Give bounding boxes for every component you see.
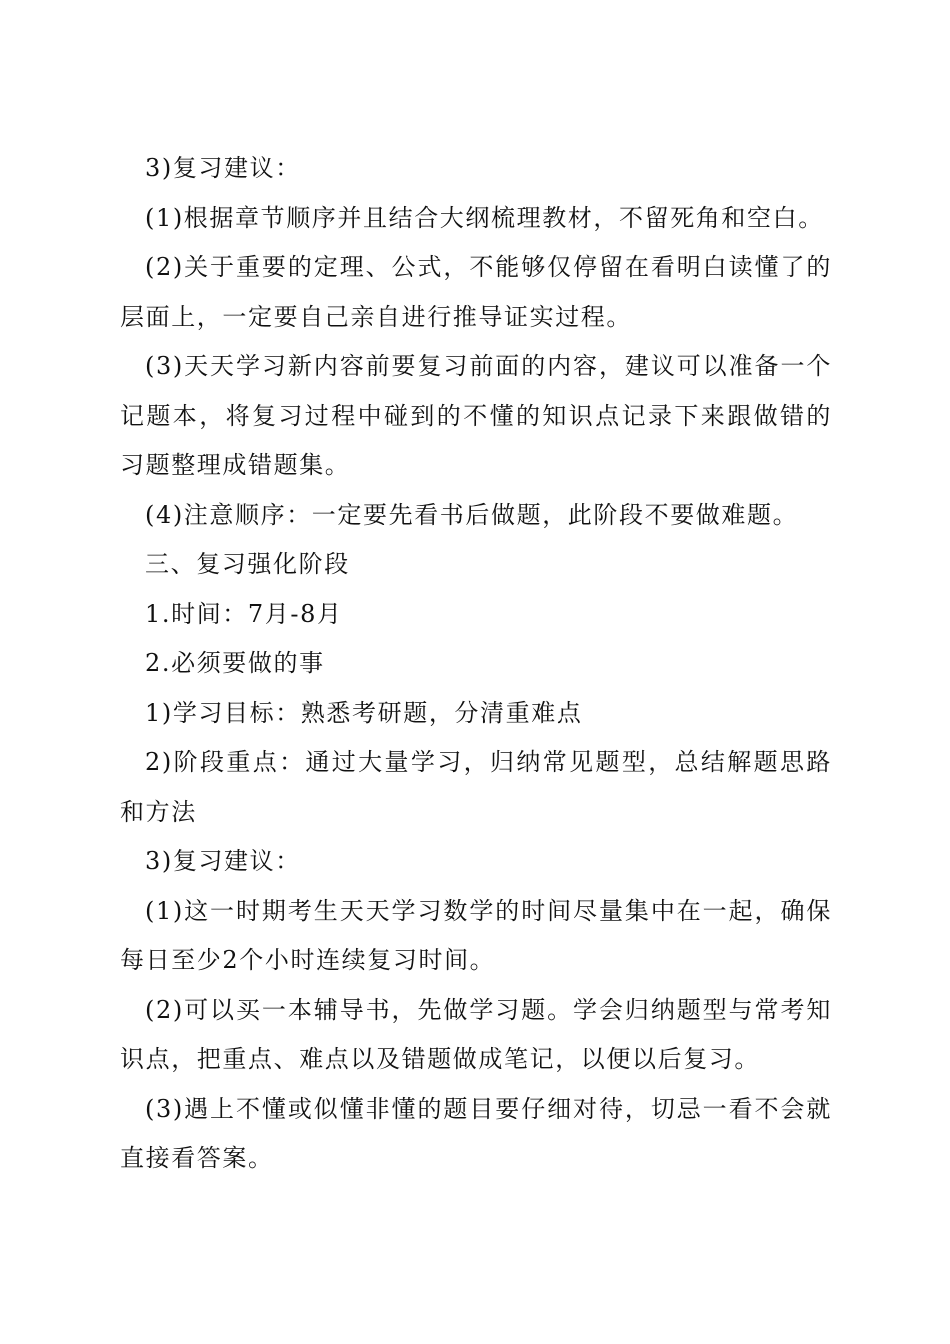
paragraph-advice-1: (1)根据章节顺序并且结合大纲梳理教材，不留死角和空白。 [145,203,824,232]
paragraph-advice-2-1: (1)这一时期考生天天学习数学的时间尽量集中在一起，确保每日至少2个小时连续复习时间。 [120,896,832,974]
paragraph-advice-4: (4)注意顺序：一定要先看书后做题，此阶段不要做难题。 [145,500,799,529]
paragraph-review-advice-heading-2: 3)复习建议： [145,847,301,875]
paragraph-review-advice-heading: 3)复习建议： [145,154,301,182]
paragraph-advice-2: (2)关于重要的定理、公式，不能够仅停留在看明白读懂了的层面上，一定要自己亲自进行推导证实过程。 [120,253,832,331]
paragraph-time: 1.时间：7月-8月 [145,599,343,628]
paragraph-must-do: 2.必须要做的事 [145,649,325,677]
paragraph-learning-goal: 1)学习目标：熟悉考研题，分清重难点 [145,698,583,727]
paragraph-advice-3: (3)天天学习新内容前要复习前面的内容，建议可以准备一个记题本，将复习过程中碰到的不懂的知识点记录下来跟做错的习题整理成错题集。 [120,352,832,479]
paragraph-advice-2-3: (3)遇上不懂或似懂非懂的题目要仔细对待，切忌一看不会就直接看答案。 [120,1094,832,1172]
paragraph-advice-2-2: (2)可以买一本辅导书，先做学习题。学会归纳题型与常考知识点，把重点、难点以及错题做成笔记，以便以后复习。 [120,995,832,1073]
document-body [120,144,832,1184]
paragraph-stage-focus: 2)阶段重点：通过大量学习，归纳常见题型，总结解题思路和方法 [120,748,832,826]
section-heading-stage-three: 三、复习强化阶段 [145,550,350,578]
